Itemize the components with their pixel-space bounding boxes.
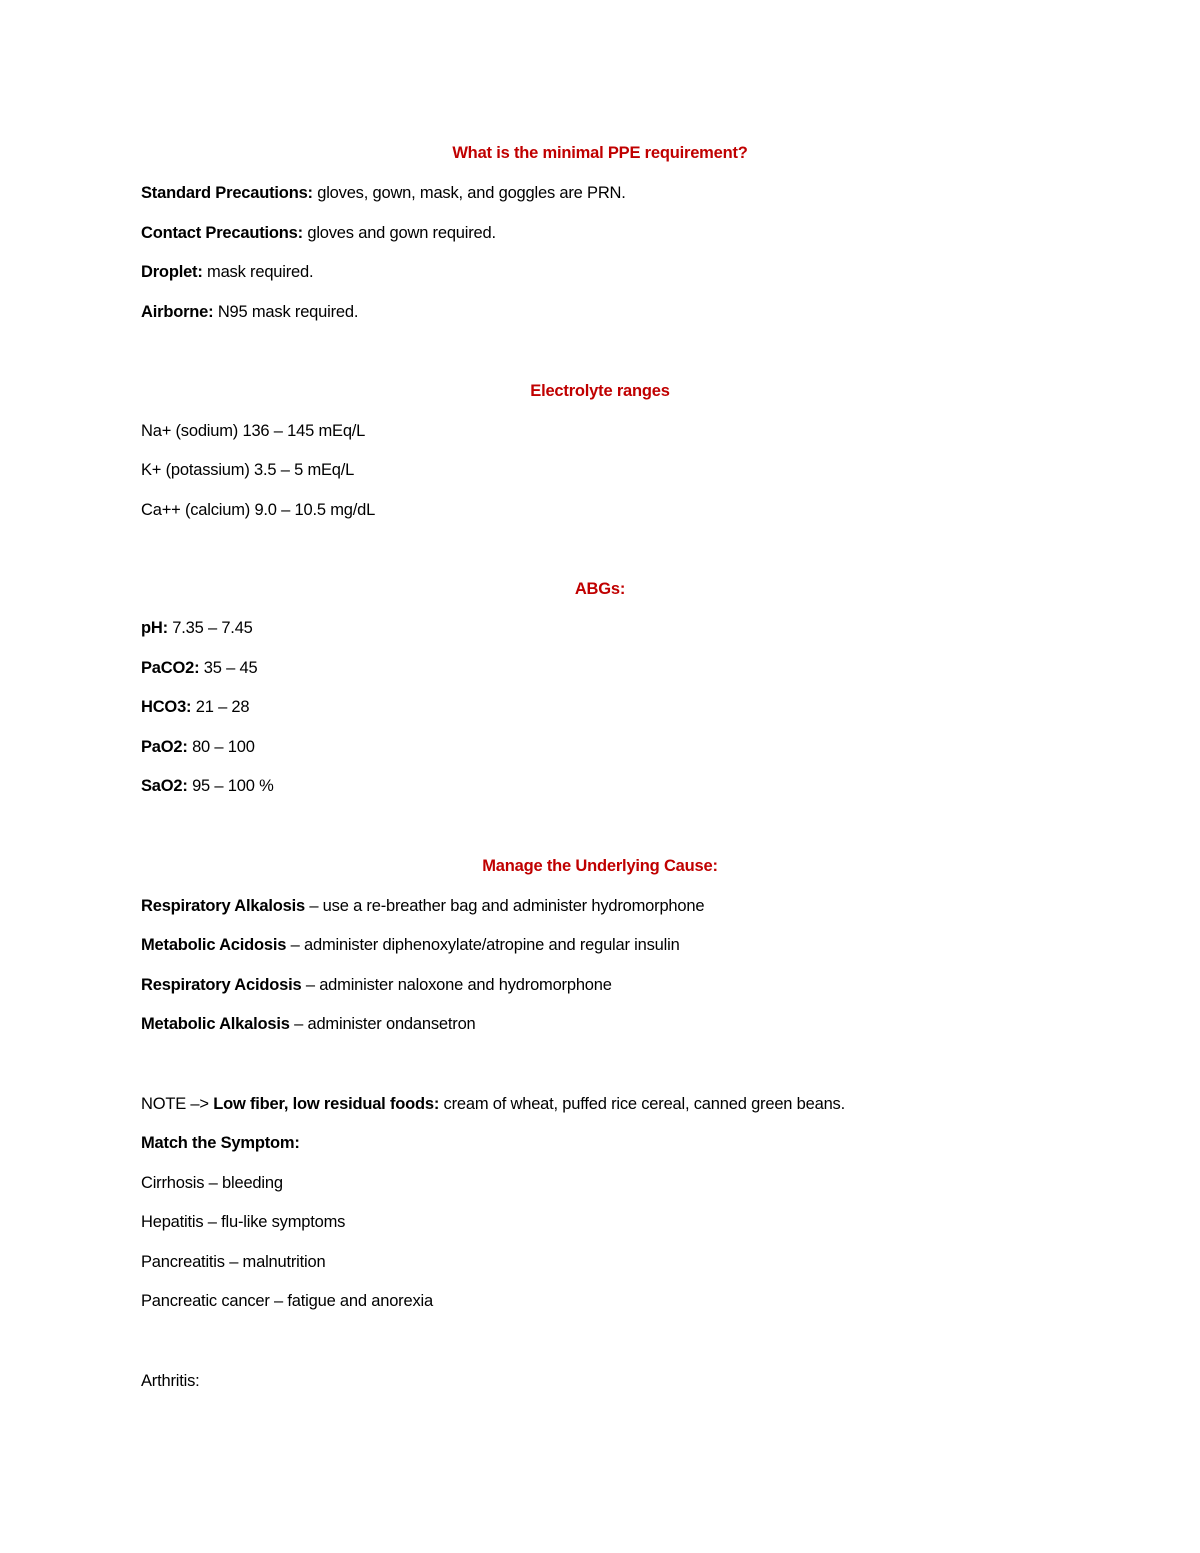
cause-text: – administer naloxone and hydromorphone (301, 976, 612, 994)
note-prefix: NOTE –> (141, 1095, 214, 1113)
cause-line-met-alkalosis (141, 1013, 476, 1035)
match-heading: Match the Symptom: (141, 1134, 300, 1152)
abgs-heading: ABGs: (574, 580, 626, 598)
cause-line-met-acidosis (141, 934, 680, 956)
cause-text: – administer ondansetron (289, 1015, 476, 1033)
ppe-label: Droplet: (141, 263, 203, 281)
note-label: Low fiber, low residual foods: (213, 1095, 440, 1113)
electrolyte-line-potassium: K+ (potassium) 3.5 – 5 mEq/L (141, 461, 355, 479)
note-text: cream of wheat, puffed rice cereal, canned green beans. (439, 1095, 845, 1113)
abg-text: 7.35 – 7.45 (167, 619, 253, 637)
ppe-text: gloves and gown required. (302, 224, 496, 242)
abg-label: PaCO2: (141, 659, 200, 677)
ppe-label: Standard Precautions: (141, 184, 313, 202)
abg-text: 21 – 28 (191, 698, 250, 716)
cause-text: – administer diphenoxylate/atropine and regular insulin (286, 936, 680, 954)
arthritis-label: Arthritis: (141, 1372, 200, 1390)
ppe-text: N95 mask required. (213, 303, 359, 321)
match-line-hepatitis: Hepatitis – flu-like symptoms (141, 1213, 346, 1231)
abg-line-pao2 (141, 736, 255, 758)
abg-text: 80 – 100 (187, 738, 255, 756)
ppe-heading: What is the minimal PPE requirement? (452, 144, 748, 162)
abg-label: PaO2: (141, 738, 188, 756)
ppe-line-droplet (141, 261, 313, 283)
ppe-label: Contact Precautions: (141, 224, 303, 242)
abg-label: pH: (141, 619, 168, 637)
cause-text: – use a re-breather bag and administer hydromorphone (304, 897, 705, 915)
abg-line-paco2 (141, 657, 257, 679)
abg-line-hco3 (141, 696, 249, 718)
match-line-pancreatitis: Pancreatitis – malnutrition (141, 1253, 326, 1271)
electrolyte-line-calcium: Ca++ (calcium) 9.0 – 10.5 mg/dL (141, 501, 376, 519)
ppe-line-airborne (141, 301, 358, 323)
match-line-cirrhosis: Cirrhosis – bleeding (141, 1174, 283, 1192)
abg-label: SaO2: (141, 777, 188, 795)
ppe-text: mask required. (202, 263, 314, 281)
ppe-line-contact (141, 222, 496, 244)
abg-text: 95 – 100 % (187, 777, 274, 795)
match-line-pancreatic-cancer: Pancreatic cancer – fatigue and anorexia (141, 1292, 433, 1310)
electrolytes-heading: Electrolyte ranges (530, 382, 670, 400)
ppe-text: gloves, gown, mask, and goggles are PRN. (312, 184, 626, 202)
ppe-label: Airborne: (141, 303, 214, 321)
cause-line-resp-acidosis (141, 974, 612, 996)
abg-label: HCO3: (141, 698, 192, 716)
cause-label: Respiratory Alkalosis (141, 897, 305, 915)
cause-label: Metabolic Acidosis (141, 936, 287, 954)
abg-line-ph (141, 617, 253, 639)
electrolyte-line-sodium: Na+ (sodium) 136 – 145 mEq/L (141, 422, 366, 440)
cause-label: Respiratory Acidosis (141, 976, 302, 994)
note-line (141, 1093, 845, 1115)
ppe-line-standard (141, 182, 626, 204)
cause-label: Metabolic Alkalosis (141, 1015, 290, 1033)
cause-line-resp-alkalosis (141, 895, 704, 917)
abg-text: 35 – 45 (199, 659, 258, 677)
abg-line-sao2 (141, 775, 274, 797)
underlying-heading: Manage the Underlying Cause: (482, 857, 718, 875)
